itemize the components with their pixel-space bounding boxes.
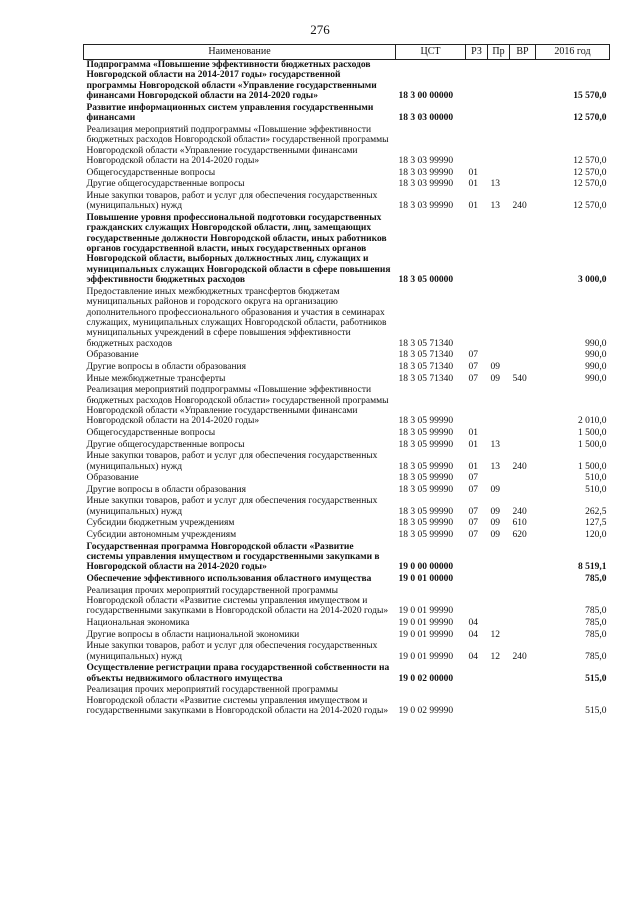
row-amount: 12 570,0 xyxy=(573,179,607,190)
row-amount: 15 570,0 xyxy=(573,91,607,102)
row-amount: 785,0 xyxy=(585,618,607,629)
row-rz: 07 xyxy=(468,362,478,373)
row-cst: 19 0 01 99990 xyxy=(398,618,454,629)
row-pr: 12 xyxy=(490,651,500,662)
row-vr: 240 xyxy=(512,201,527,212)
table-row xyxy=(84,685,610,717)
table-row xyxy=(84,451,610,473)
row-rz: 07 xyxy=(468,506,478,517)
row-amount: 1 500,0 xyxy=(578,439,607,450)
row-pr xyxy=(488,428,510,440)
row-pr: 13 xyxy=(490,179,500,190)
row-pr xyxy=(488,213,510,287)
row-rz: 01 xyxy=(468,201,478,212)
row-vr xyxy=(510,485,536,497)
row-cst: 18 3 05 99990 xyxy=(398,461,454,472)
row-vr xyxy=(510,125,536,168)
row-cst: 18 3 05 71340 xyxy=(398,350,454,361)
row-amount: 127,5 xyxy=(585,518,607,529)
row-cst: 18 3 03 00000 xyxy=(398,113,454,124)
row-rz: 07 xyxy=(468,373,478,384)
row-vr xyxy=(510,428,536,440)
row-name: Субсидии автономным учреждениям xyxy=(86,530,237,541)
row-amount: 510,0 xyxy=(585,484,607,495)
row-amount: 785,0 xyxy=(585,574,607,585)
row-pr: 09 xyxy=(490,518,500,529)
table-row xyxy=(84,496,610,518)
row-cst: 19 0 02 00000 xyxy=(398,673,454,684)
table-header-row xyxy=(84,45,610,60)
row-vr xyxy=(510,630,536,642)
row-amount: 515,0 xyxy=(585,673,607,684)
row-cst: 18 3 03 99990 xyxy=(398,201,454,212)
row-cst: 19 0 01 99990 xyxy=(398,629,454,640)
row-rz xyxy=(466,287,488,351)
row-name: Субсидии бюджетным учреждениям xyxy=(86,518,235,529)
table-row xyxy=(84,168,610,180)
row-rz: 07 xyxy=(468,518,478,529)
table-row xyxy=(84,630,610,642)
row-pr: 13 xyxy=(490,461,500,472)
row-cst: 18 3 05 99990 xyxy=(398,484,454,495)
row-amount: 990,0 xyxy=(585,373,607,384)
header-cst: ЦСТ xyxy=(396,45,466,60)
row-rz: 07 xyxy=(468,350,478,361)
row-amount: 1 500,0 xyxy=(578,428,607,439)
row-name: Реализация мероприятий подпрограммы «Повышение эффективности бюджетных расходов Новгородской области» государственной программы Новгородской области «Управление государственными финансами Новгородской области на 2014-2020 годы» xyxy=(86,124,389,167)
row-name: Другие общегосударственные вопросы xyxy=(86,439,245,450)
row-name: Реализация мероприятий подпрограммы «Повышение эффективности бюджетных расходов Новгородской области» государственной программы Новгородской области «Управление государственными финансами Новгородской области на 2014-2020 годы» xyxy=(86,385,389,427)
row-pr xyxy=(488,473,510,485)
row-name: Другие общегосударственные вопросы xyxy=(86,179,245,190)
row-amount: 785,0 xyxy=(585,629,607,640)
row-cst: 18 3 03 99990 xyxy=(398,179,454,190)
row-rz xyxy=(466,125,488,168)
row-amount: 12 570,0 xyxy=(573,156,607,167)
row-pr: 09 xyxy=(490,362,500,373)
row-pr xyxy=(488,125,510,168)
row-cst: 18 3 05 71340 xyxy=(398,362,454,373)
table-row xyxy=(84,574,610,586)
row-cst: 18 3 05 71340 xyxy=(398,338,454,349)
row-rz: 07 xyxy=(468,484,478,495)
row-vr xyxy=(510,168,536,180)
row-name: Обеспечение эффективного использования областного имущества xyxy=(86,574,372,585)
table-row xyxy=(84,213,610,287)
row-name: Предоставление иных межбюджетных трансфертов бюджетам муниципальных районов и городского округа на организацию дополнительного профессионального образования и участия в семинарах служащих, муниципальных служащих Новгородской области, работников муниципальных учреждений в сфере повышения эффективности бюджетных расходов xyxy=(86,286,387,349)
row-cst: 18 3 03 99990 xyxy=(398,167,454,178)
row-pr xyxy=(488,542,510,574)
row-pr xyxy=(488,385,510,428)
row-name: Иные закупки товаров, работ и услуг для обеспечения государственных (муниципальных) нужд xyxy=(86,190,378,212)
row-cst: 18 3 05 99990 xyxy=(398,518,454,529)
row-name: Иные закупки товаров, работ и услуг для обеспечения государственных (муниципальных) нужд xyxy=(86,451,378,472)
row-cst: 18 3 05 99990 xyxy=(398,473,454,484)
row-name: Осуществление регистрации права государственной собственности на объекты недвижимого областного имущества xyxy=(86,663,390,684)
row-cst: 18 3 05 00000 xyxy=(398,275,454,286)
row-amount: 990,0 xyxy=(585,338,607,349)
row-name: Образование xyxy=(86,473,139,484)
row-name: Другие вопросы в области национальной экономики xyxy=(86,629,300,640)
row-amount: 12 570,0 xyxy=(573,167,607,178)
row-rz: 01 xyxy=(468,439,478,450)
row-pr: 13 xyxy=(490,201,500,212)
row-rz xyxy=(466,385,488,428)
row-vr xyxy=(510,663,536,685)
row-rz xyxy=(466,574,488,586)
row-cst: 18 3 05 99990 xyxy=(398,416,454,427)
row-pr xyxy=(488,574,510,586)
row-amount: 990,0 xyxy=(585,362,607,373)
table-row xyxy=(84,663,610,685)
table-body xyxy=(84,60,610,718)
row-pr xyxy=(488,168,510,180)
row-amount: 3 000,0 xyxy=(578,275,607,286)
row-rz: 01 xyxy=(468,167,478,178)
row-amount: 510,0 xyxy=(585,473,607,484)
table-row xyxy=(84,125,610,168)
row-cst: 19 0 01 00000 xyxy=(398,574,454,585)
row-vr xyxy=(510,385,536,428)
row-pr xyxy=(488,350,510,362)
row-rz xyxy=(466,103,488,125)
row-name: Реализация прочих мероприятий государственной программы Новгородской области «Развитие системы управления имуществом и государственными закупками в Новгородской области на 2014-2020 годы» xyxy=(86,685,389,717)
row-amount: 785,0 xyxy=(585,606,607,617)
row-pr xyxy=(488,685,510,717)
row-cst: 18 3 05 99990 xyxy=(398,439,454,450)
row-name: Повышение уровня профессиональной подготовки государственных гражданских служащих Новгородской области, лиц, замещающих государственные должности Новгородской области, иных работников органов государственной власти, иных государственных органов Новгородской области, выборных должностных лиц, служащих и муниципальных служащих Новгородской области в сфере повышения эффективности бюджетных расходов xyxy=(86,212,391,286)
row-vr: 240 xyxy=(512,461,527,472)
row-rz xyxy=(466,542,488,574)
row-cst: 18 3 05 99990 xyxy=(398,506,454,517)
row-pr: 09 xyxy=(490,373,500,384)
budget-table xyxy=(83,44,610,718)
table-row xyxy=(84,518,610,530)
row-vr xyxy=(510,574,536,586)
row-name: Иные закупки товаров, работ и услуг для обеспечения государственных (муниципальных) нужд xyxy=(86,496,378,517)
header-vr: ВР xyxy=(510,45,536,60)
row-name: Иные межбюджетные трансферты xyxy=(86,373,226,384)
row-pr xyxy=(488,663,510,685)
row-amount: 120,0 xyxy=(585,530,607,541)
row-amount: 262,5 xyxy=(585,506,607,517)
row-vr: 540 xyxy=(512,373,527,384)
row-cst: 18 3 05 99990 xyxy=(398,428,454,439)
table-row xyxy=(84,641,610,663)
row-vr xyxy=(510,103,536,125)
row-pr: 09 xyxy=(490,484,500,495)
table-row xyxy=(84,287,610,351)
row-vr xyxy=(510,618,536,630)
row-rz xyxy=(466,663,488,685)
row-rz: 01 xyxy=(468,179,478,190)
row-vr xyxy=(510,362,536,374)
row-pr: 09 xyxy=(490,530,500,541)
row-name: Общегосударственные вопросы xyxy=(86,167,216,178)
row-name: Государственная программа Новгородской области «Развитие системы управления имуществом и государственными закупками в Новгородской области на 2014-2020 годы» xyxy=(86,541,380,573)
row-rz: 01 xyxy=(468,461,478,472)
row-vr xyxy=(510,350,536,362)
table-row xyxy=(84,618,610,630)
row-cst: 19 0 02 99990 xyxy=(398,706,454,717)
header-pr: Пр xyxy=(488,45,510,60)
row-amount: 785,0 xyxy=(585,651,607,662)
row-rz xyxy=(466,586,488,618)
row-rz: 07 xyxy=(468,530,478,541)
row-pr xyxy=(488,60,510,103)
row-vr xyxy=(510,440,536,452)
row-name: Национальная экономика xyxy=(86,618,190,629)
row-name: Другие вопросы в области образования xyxy=(86,362,246,373)
table-row xyxy=(84,542,610,574)
row-vr xyxy=(510,685,536,717)
row-name: Другие вопросы в области образования xyxy=(86,484,246,495)
row-cst: 18 3 03 99990 xyxy=(398,156,454,167)
header-rz: РЗ xyxy=(466,45,488,60)
row-vr xyxy=(510,542,536,574)
row-name: Общегосударственные вопросы xyxy=(86,428,216,439)
row-rz: 01 xyxy=(468,428,478,439)
row-vr xyxy=(510,213,536,287)
table-row xyxy=(84,428,610,440)
row-vr xyxy=(510,473,536,485)
row-pr xyxy=(488,618,510,630)
row-amount: 990,0 xyxy=(585,350,607,361)
row-vr xyxy=(510,586,536,618)
row-vr xyxy=(510,60,536,103)
row-vr: 610 xyxy=(512,518,527,529)
row-name: Подпрограмма «Повышение эффективности бюджетных расходов Новгородской области на 2014-2017 годы» государственной программы Новгородской области «Управление государственными финансами Новгородской области на 2014-2020 годы» xyxy=(86,60,377,102)
row-amount: 2 010,0 xyxy=(578,416,607,427)
table-row xyxy=(84,485,610,497)
table-row xyxy=(84,60,610,103)
table-row xyxy=(84,385,610,428)
row-vr xyxy=(510,179,536,191)
row-vr: 240 xyxy=(512,651,527,662)
row-pr: 12 xyxy=(490,629,500,640)
header-amount: 2016 год xyxy=(536,45,610,60)
table-row xyxy=(84,179,610,191)
page-number: 276 xyxy=(310,22,330,37)
row-rz xyxy=(466,60,488,103)
row-rz xyxy=(466,685,488,717)
row-amount: 12 570,0 xyxy=(573,113,607,124)
row-vr: 240 xyxy=(512,506,527,517)
row-rz: 04 xyxy=(468,651,478,662)
table-row xyxy=(84,191,610,213)
table-row xyxy=(84,440,610,452)
row-rz: 07 xyxy=(468,473,478,484)
row-rz: 04 xyxy=(468,629,478,640)
row-amount: 12 570,0 xyxy=(573,201,607,212)
row-name: Иные закупки товаров, работ и услуг для обеспечения государственных (муниципальных) нужд xyxy=(86,641,378,662)
row-pr xyxy=(488,287,510,351)
row-amount: 515,0 xyxy=(585,706,607,717)
row-amount: 1 500,0 xyxy=(578,461,607,472)
row-cst: 19 0 01 99990 xyxy=(398,606,454,617)
table-row xyxy=(84,530,610,542)
table-row xyxy=(84,586,610,618)
table-row xyxy=(84,350,610,362)
table-row xyxy=(84,374,610,386)
table-row xyxy=(84,362,610,374)
row-cst: 18 3 05 99990 xyxy=(398,530,454,541)
table-row xyxy=(84,473,610,485)
row-vr: 620 xyxy=(512,530,527,541)
row-pr: 09 xyxy=(490,506,500,517)
row-rz xyxy=(466,213,488,287)
row-cst: 18 3 05 71340 xyxy=(398,373,454,384)
row-cst: 19 0 01 99990 xyxy=(398,651,454,662)
row-pr xyxy=(488,586,510,618)
row-amount: 8 519,1 xyxy=(578,562,607,573)
row-name: Развитие информационных систем управления государственными финансами xyxy=(86,102,374,124)
row-rz: 04 xyxy=(468,618,478,629)
row-vr xyxy=(510,287,536,351)
row-cst: 18 3 00 00000 xyxy=(398,91,454,102)
row-name: Реализация прочих мероприятий государственной программы Новгородской области «Развитие системы управления имуществом и государственными закупками в Новгородской области на 2014-2020 годы» xyxy=(86,585,389,617)
row-pr: 13 xyxy=(490,439,500,450)
row-cst: 19 0 00 00000 xyxy=(398,562,454,573)
row-name: Образование xyxy=(86,350,139,361)
row-pr xyxy=(488,103,510,125)
table-row xyxy=(84,103,610,125)
header-name: Наименование xyxy=(84,45,396,60)
